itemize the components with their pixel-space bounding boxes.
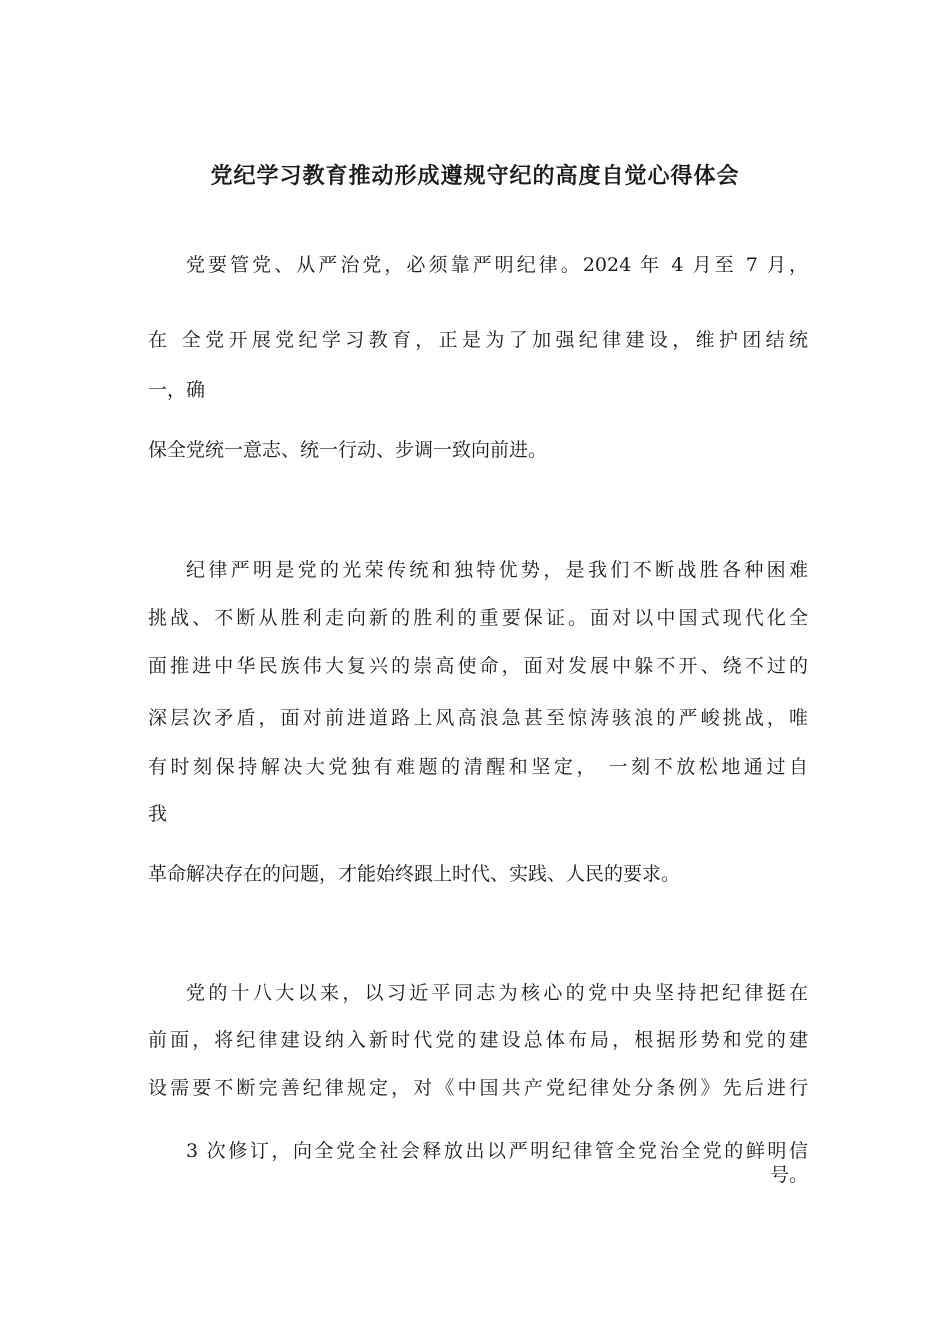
paragraph-3-line-2: 前面，将纪律建设纳入新时代党的建设总体布局，根据形势和党的建 [148, 1029, 808, 1051]
paragraph-1-line-3: 一，确 [148, 379, 206, 401]
document-title: 党纪学习教育推动形成遵规守纪的高度自觉心得体会 [210, 163, 740, 189]
paragraph-2-line-2: 挑战、不断从胜利走向新的胜利的重要保证。面对以中国式现代化全 [148, 607, 808, 629]
paragraph-2-line-7: 革命解决存在的问题，才能始终跟上时代、实践、人民的要求。 [148, 863, 681, 885]
paragraph-3-line-4: 3 次修订，向全党全社会释放出以严明纪律管全党治全党的鲜明信 [186, 1140, 808, 1162]
paragraph-3-line-5: 号。 [769, 1164, 808, 1186]
paragraph-2-line-6: 我 [148, 803, 168, 825]
paragraph-2-line-5: 有时刻保持解决大党独有难题的清醒和坚定， 一刻不放松地通过自 [148, 756, 808, 778]
paragraph-1-line-2: 在 全党开展党纪学习教育，正是为了加强纪律建设，维护团结统 [148, 329, 808, 351]
paragraph-2-line-4: 深层次矛盾，面对前进道路上风高浪急甚至惊涛骇浪的严峻挑战，唯 [148, 707, 808, 729]
paragraph-2-line-1: 纪律严明是党的光荣传统和独特优势，是我们不断战胜各种困难 [186, 559, 808, 581]
paragraph-2-line-3: 面推进中华民族伟大复兴的崇高使命，面对发展中躲不开、绕不过的 [148, 655, 808, 677]
paragraph-3-line-3: 设需要不断完善纪律规定，对《中国共产党纪律处分条例》先后进行 [148, 1077, 808, 1099]
paragraph-3-line-1: 党的十八大以来，以习近平同志为核心的党中央坚持把纪律挺在 [186, 982, 808, 1004]
paragraph-1-line-1: 党要管党、从严治党，必须靠严明纪律。2024 年 4 月至 7 月， [186, 254, 808, 276]
paragraph-1-line-4: 保全党统一意志、统一行动、步调一致向前进。 [148, 439, 548, 461]
